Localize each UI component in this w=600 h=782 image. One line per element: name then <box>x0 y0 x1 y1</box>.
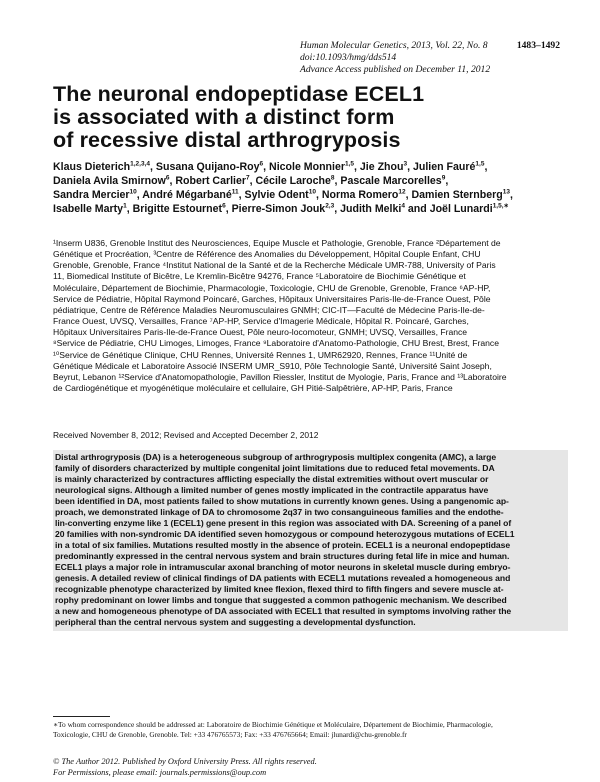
author-name: and Joël Lunardi <box>404 203 493 215</box>
author-affil-sup: 10 <box>308 188 316 196</box>
author-name: , Norma Romero <box>315 189 399 201</box>
author-name: , Jie Zhou <box>354 161 404 173</box>
author-affil-sup: 8 <box>330 174 335 182</box>
abstract-line: ECEL1 plays a major role in intramuscular axonal branching of motor neurons in skeletal muscle during embryo- <box>55 562 511 572</box>
author-affil-sup: 6 <box>259 160 264 168</box>
author-line <box>53 160 573 174</box>
footnote-line: ∗To whom correspondence should be addressed at: Laboratoire de Biochimie Génétique et Moléculaire, Département de Biochimie, Pharmacologie, <box>53 720 493 729</box>
author-affil-sup: 1,5 <box>475 160 485 168</box>
author-affil-sup: 1,2,3,4 <box>130 160 151 168</box>
author-list <box>53 160 573 216</box>
author-affil-sup: 12 <box>398 188 406 196</box>
advance-access-line: Advance Access published on December 11, 2012 <box>300 64 491 75</box>
affiliation-line: 11, Biomedical Institute of Bicêtre, Le Kremlin-Bicêtre 94276, France ⁵Laboratoire de Biochimie Génétique et <box>53 271 466 282</box>
author-name: , Damien Sternberg <box>405 189 503 201</box>
abstract-line: is mainly characterized by contractures afflicting especially the distal extremities without overt muscular or <box>55 474 489 484</box>
correspondence-footnote <box>53 720 568 739</box>
author-affil-sup: 6 <box>222 202 226 210</box>
author-line <box>53 202 573 216</box>
affiliation-line: pédiatrique, Centre de Référence Maladies Neuromusculaires GNMH; CIC-IT—Faculté de Médecine Paris-Ile-de- <box>53 304 485 315</box>
author-separator: , <box>484 161 488 173</box>
affiliation-line: Grenoble, Grenoble, France ⁴Institut National de la Santé et de la Recherche Médicale UMR-788, University of Paris <box>53 260 496 271</box>
abstract-line: family of disorders characterized by multiple congenital joint limitations due to reduced fetal movements. DA <box>55 463 495 473</box>
footnote-line: Toxicologie, CHU de Grenoble, Grenoble. Tel: +33 476765573; Fax: +33 476765664; Email: jlunardi@chu-grenoble.fr <box>53 729 407 739</box>
permissions-line: For Permissions, please email: journals.permissions@oup.com <box>53 767 267 777</box>
author-affil-sup: 7 <box>246 174 250 182</box>
author-affil-sup: 10 <box>129 188 137 196</box>
affiliations <box>53 238 568 394</box>
author-name: , Susana Quijano-Roy <box>150 161 260 173</box>
abstract-line: neurological signs. Although a limited number of genes mostly implicated in the contractile apparatus have <box>55 485 489 495</box>
affiliation-line: Moléculaire, Département de Biochimie, Pharmacologie, Toxicologie, CHU de Grenoble, Grenoble, France ⁶AP-HP, <box>53 282 491 293</box>
author-name: , Pascale Marcorelles <box>334 175 442 187</box>
author-affil-sup: 1,5,∗ <box>492 202 509 210</box>
abstract-line: recognizable phenotype characterized by limited knee flexion, flexed third to fifth fingers and severe muscle at- <box>55 584 504 594</box>
author-affil-sup: 6 <box>165 174 170 182</box>
author-affil-sup: 1,5 <box>344 160 355 168</box>
title-line: of recessive distal arthrogryposis <box>53 128 401 152</box>
author-name: Sandra Mercier <box>53 189 130 201</box>
affiliation-line: Génétique Médicale et Laboratoire Associé INSERM UMR_S910, Pôle Technologie Santé, Université Saint Joseph, <box>53 360 492 371</box>
author-name: Klaus Dieterich <box>53 161 131 173</box>
affiliation-line: France Ouest, UVSQ, Versailles, France ⁷AP-HP, Service d'Imagerie Médicale, Hôpital R. Poincaré, Garches, <box>53 316 469 327</box>
title-line: is associated with a distinct form <box>53 105 395 129</box>
affiliation-line: Beyrut, Lebanon ¹²Service d'Anatomopathologie, Pavillon Riessler, Institut de Myologie, Paris, France and ¹³Laboratoire <box>53 371 507 382</box>
abstract-line: proach, we demonstrated linkage of DA to chromosome 2q37 in two consanguineous families and the endothe- <box>55 507 504 517</box>
affiliation-line: Service de Pédiatrie, Hôpital Raymond Poincaré, Garches, Hôpitaux Universitaires Paris-Ile-de-France Ouest, Pôle <box>53 293 491 304</box>
received-dates: Received November 8, 2012; Revised and Accepted December 2, 2012 <box>53 430 319 440</box>
author-affil-sup: 13 <box>502 188 510 196</box>
author-name: , Brigitte Estournet <box>126 203 223 215</box>
abstract-line: rophy predominant on lower limbs and tongue that suggested a common pathogenic mechanism. We described <box>55 595 507 605</box>
affiliation-line: Génétique et Procréation, ³Centre de Référence des Anomalies du Développement, Hôpital Couple Enfant, CHU <box>53 249 481 260</box>
abstract-line: been identified in DA, most patients failed to show mutations in currently known genes. Using a pangenomic ap- <box>55 496 509 506</box>
affiliation-line: ¹⁰Service de Génétique Clinique, CHU Rennes, Université Rennes 1, UMR62920, Rennes, France ¹¹Unité de <box>53 349 468 360</box>
author-name: , Robert Carlier <box>169 175 246 187</box>
author-name: Isabelle Marty <box>53 203 124 215</box>
author-name: , André Mégarbané <box>136 189 232 201</box>
abstract-line: in a total of six families. Mutations resulted mostly in the absence of protein. ECEL1 is a neuronal endopeptidase <box>55 540 511 550</box>
author-affil-sup: 1 <box>123 202 127 210</box>
affiliation-line: ¹Inserm U836, Grenoble Institut des Neurosciences, Equipe Muscle et Pathologie, Grenoble, France ²Département de <box>53 238 501 248</box>
author-name: , Sylvie Odent <box>238 189 309 201</box>
author-separator: , <box>445 175 449 187</box>
author-name: , Nicole Monnier <box>263 161 345 173</box>
abstract-line: Distal arthrogryposis (DA) is a heterogeneous subgroup of arthrogryposis multiplex congenita (AMC), a large <box>55 452 497 462</box>
journal-header <box>300 40 560 76</box>
author-name: , Pierre-Simon Jouk <box>225 203 326 215</box>
abstract-line: peripheral than the central nervous system and suggesting a developmental dysfunction. <box>55 617 416 627</box>
doi: doi:10.1093/hmg/dds514 <box>300 52 397 63</box>
abstract-line: predominantly expressed in the central nervous system and brain structures during fetal life in mice and human. <box>55 551 510 561</box>
author-name: Daniela Avila Smirnow <box>53 175 166 187</box>
affiliation-line: de Cardiogénétique et myogénétique moléculaire et cellulaire, GH Pitié-Salpêtrière, AP-HP, Paris, France <box>53 383 453 394</box>
title-line: The neuronal endopeptidase ECEL1 <box>53 82 425 106</box>
copyright-line: © The Author 2012. Published by Oxford University Press. All rights reserved. <box>53 757 317 766</box>
abstract-line: genesis. A detailed review of clinical findings of DA patients with ECEL1 mutations revealed a homogeneous and <box>55 573 511 583</box>
author-affil-sup: 4 <box>401 202 405 210</box>
affiliation-line: Hôpitaux Universitaires Paris-Ile-de-France Ouest, Pôle neuro-locomoteur, GNMH; UVSQ, Versailles, France <box>53 327 468 338</box>
footnote-divider <box>53 716 110 717</box>
author-name: , Judith Melki <box>334 203 402 215</box>
author-affil-sup: 3 <box>403 160 408 168</box>
abstract-line: lin-converting enzyme like 1 (ECEL1) gene present in this region was associated with DA. Screening of a panel of <box>55 518 512 528</box>
author-affil-sup: 11 <box>231 188 239 196</box>
abstract-line: a new and homogeneous phenotype of DA associated with ECEL1 that resulted in symptoms involving rather the <box>55 606 512 616</box>
affiliation-line: ⁸Service de Pédiatrie, CHU Limoges, Limoges, France ⁹Laboratoire d'Anatomo-Pathologie, CHU Brest, Brest, France <box>53 338 499 349</box>
author-affil-sup: 2,3 <box>325 202 335 210</box>
author-affil-sup: 9 <box>441 174 446 182</box>
page-range: 1483–1492 <box>516 40 560 51</box>
author-line <box>53 188 573 202</box>
author-line <box>53 174 573 188</box>
journal-citation: Human Molecular Genetics, 2013, Vol. 22, No. 8 <box>300 40 488 51</box>
copyright-notice <box>53 757 317 778</box>
article-title <box>53 83 573 152</box>
author-name: , Julien Fauré <box>407 161 476 173</box>
abstract-line: 20 families with non-syndromic DA identified seven homozygous or compound heterozygous mutations of ECEL1 <box>55 529 515 539</box>
author-name: , Cécile Laroche <box>249 175 331 187</box>
abstract-box <box>53 450 568 631</box>
author-separator: , <box>509 189 513 201</box>
